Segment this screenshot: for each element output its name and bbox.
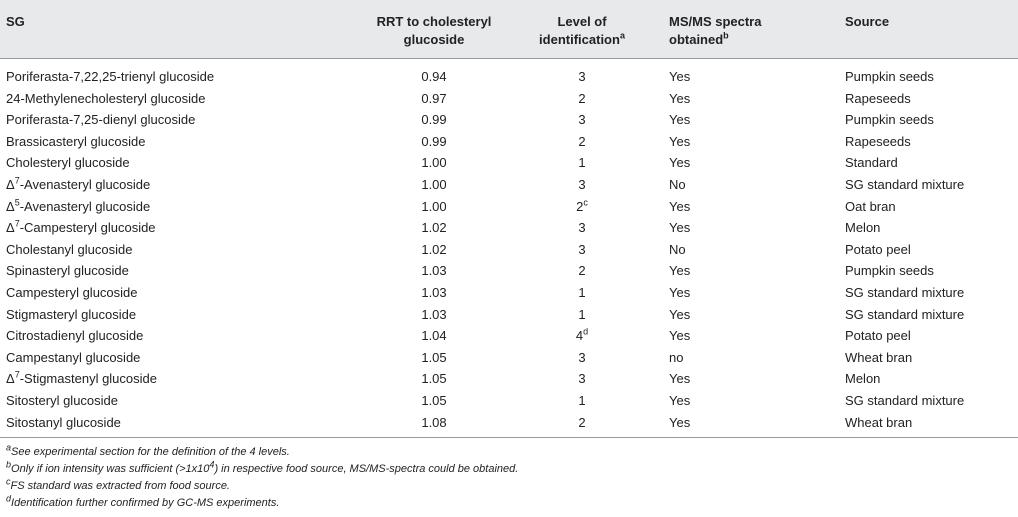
cell-level: [513, 196, 651, 218]
cell-level: [513, 325, 651, 347]
cell-sg-prefix: Δ: [6, 220, 15, 236]
cell-sg-prefix: Δ: [6, 198, 15, 214]
cell-level: [513, 347, 651, 369]
cell-source: Pumpkin seeds: [845, 112, 934, 128]
cell-sg-name: 24-Methylenecholesteryl glucoside: [6, 90, 206, 106]
cell-msms: Yes: [669, 284, 691, 300]
cell-level: [513, 152, 651, 174]
cell-msms: No: [669, 241, 686, 257]
cell-msms: Yes: [669, 263, 691, 279]
cell-source: SG standard mixture: [845, 176, 965, 192]
cell-rrt: 0.99: [421, 133, 447, 149]
header-msms-footnote-mark: b: [723, 30, 729, 41]
cell-level-value: 4: [575, 328, 584, 344]
header-level-footnote-mark: a: [619, 30, 625, 41]
header-level: [513, 13, 651, 49]
cell-level: [513, 368, 651, 390]
table-row: [0, 260, 1018, 282]
cell-msms: Yes: [669, 69, 691, 84]
cell-msms: Yes: [669, 392, 691, 408]
footnote-b: [6, 461, 1006, 478]
cell-source: Wheat bran: [845, 414, 913, 430]
cell-sg: [6, 109, 195, 131]
cell-sg: [6, 174, 150, 196]
cell-sg: [6, 325, 143, 347]
cell-sg-name: -Campesteryl glucoside: [19, 220, 156, 236]
header-msms-line2: [669, 31, 819, 49]
header-rrt-line1: RRT to cholesteryl: [376, 14, 492, 29]
cell-level-value: 2: [578, 133, 586, 149]
cell-sg-superscript: 5: [14, 197, 20, 208]
header-rrt: [374, 13, 494, 49]
cell-sg-name: Poriferasta-7,22,25-trienyl glucoside: [6, 69, 215, 84]
cell-level-value: 1: [578, 155, 586, 171]
cell-level: [513, 109, 651, 131]
cell-sg-prefix: Δ: [6, 371, 15, 387]
cell-msms: Yes: [669, 414, 691, 430]
cell-sg-name: Cholesteryl glucoside: [6, 155, 130, 171]
cell-source: Rapeseeds: [845, 133, 911, 149]
cell-source: Potato peel: [845, 241, 911, 257]
cell-source: Melon: [845, 220, 881, 236]
cell-msms: Yes: [669, 90, 691, 106]
cell-sg-name: Campestanyl glucoside: [6, 349, 141, 365]
cell-rrt: 1.05: [421, 392, 447, 408]
cell-rrt: 1.02: [421, 241, 447, 257]
footnote-d-text: Identification further confirmed by GC-MS experiments.: [11, 497, 280, 509]
cell-rrt: 1.05: [421, 371, 447, 387]
cell-source: Standard: [845, 155, 898, 171]
cell-level: [513, 239, 651, 261]
cell-level-value: 1: [578, 284, 586, 300]
cell-level-value: 3: [578, 241, 586, 257]
cell-source: SG standard mixture: [845, 306, 965, 322]
table-bottom-rule: [0, 437, 1018, 438]
cell-level: [513, 304, 651, 326]
footnote-a-text: See experimental section for the definition of the 4 levels.: [11, 446, 290, 458]
header-msms: [669, 13, 819, 49]
cell-sg-superscript: 7: [14, 218, 20, 229]
footnote-b-text-before: Only if ion intensity was sufficient (>1x10: [11, 463, 210, 475]
footnote-d-mark: d: [6, 493, 12, 504]
cell-sg-name: Brassicasteryl glucoside: [6, 133, 146, 149]
cell-source: Pumpkin seeds: [845, 263, 934, 279]
cell-sg: [6, 131, 145, 153]
cell-msms: no: [669, 349, 684, 365]
cell-rrt: 0.94: [421, 69, 447, 84]
cell-sg: [6, 282, 138, 304]
footnote-c: [6, 478, 1006, 495]
table-footnotes: [6, 444, 1006, 512]
table-row: [0, 239, 1018, 261]
footnote-a: [6, 444, 1006, 461]
cell-level: [513, 131, 651, 153]
table-row: [0, 390, 1018, 412]
cell-rrt: 0.97: [421, 90, 447, 106]
header-msms-text: obtained: [669, 32, 724, 47]
table-row: [0, 217, 1018, 239]
cell-sg-name: Citrostadienyl glucoside: [6, 328, 144, 344]
table-row: [0, 174, 1018, 196]
cell-level: [513, 260, 651, 282]
cell-rrt: 1.08: [421, 414, 447, 430]
cell-source: Oat bran: [845, 198, 896, 214]
cell-sg: [6, 347, 140, 369]
cell-level-value: 1: [578, 392, 586, 408]
cell-level-value: 1: [578, 306, 586, 322]
table-row: [0, 325, 1018, 347]
cell-sg-name: Poriferasta-7,25-dienyl glucoside: [6, 112, 196, 128]
cell-sg-prefix: Δ: [6, 176, 15, 192]
cell-level-value: 3: [578, 220, 586, 236]
cell-level: [513, 217, 651, 239]
header-msms-line1: MS/MS spectra: [669, 14, 762, 29]
header-level-text: identification: [539, 32, 620, 47]
cell-source: Melon: [845, 371, 881, 387]
cell-sg: [6, 88, 205, 110]
footnote-b-text-after: ) in respective food source, MS/MS-spectra could be obtained.: [214, 463, 519, 475]
cell-rrt: 1.04: [421, 328, 447, 344]
cell-sg-name: Stigmasteryl glucoside: [6, 306, 137, 322]
cell-msms: No: [669, 176, 686, 192]
footnote-c-text: FS standard was extracted from food source.: [10, 480, 230, 492]
cell-sg: [6, 368, 157, 390]
cell-level: [513, 282, 651, 304]
cell-sg-superscript: 7: [14, 369, 20, 380]
cell-sg-name: Sitostanyl glucoside: [6, 414, 121, 430]
cell-sg: [6, 152, 130, 174]
cell-msms: Yes: [669, 198, 691, 214]
footnote-b-exponent: 4: [209, 459, 215, 470]
cell-sg-name: Spinasteryl glucoside: [6, 263, 129, 279]
header-sg: [6, 13, 25, 31]
cell-level-value: 2: [576, 198, 584, 214]
cell-rrt: 1.03: [421, 306, 447, 322]
table-body: [0, 66, 1018, 433]
cell-sg-name: Campesteryl glucoside: [6, 284, 138, 300]
cell-msms: Yes: [669, 220, 691, 236]
cell-level: [513, 88, 651, 110]
table-header: [0, 0, 1018, 59]
table-row: [0, 152, 1018, 174]
table-row: [0, 282, 1018, 304]
cell-level: [513, 412, 651, 434]
cell-sg: [6, 412, 121, 434]
table-row: [0, 368, 1018, 390]
cell-level-footnote-mark: c: [583, 197, 588, 208]
footnote-d: [6, 495, 1006, 512]
cell-level: [513, 174, 651, 196]
cell-sg-name: Cholestanyl glucoside: [6, 241, 133, 257]
cell-sg-name: Sitosteryl glucoside: [6, 392, 118, 408]
cell-sg-name: -Avenasteryl glucoside: [19, 198, 151, 214]
cell-sg: [6, 196, 150, 218]
cell-msms: Yes: [669, 133, 691, 149]
cell-level-value: 2: [578, 263, 586, 279]
table-row: [0, 88, 1018, 110]
cell-sg: [6, 390, 118, 412]
cell-msms: Yes: [669, 155, 691, 171]
header-sg-label: SG: [6, 14, 25, 29]
cell-level-value: 3: [578, 349, 586, 365]
cell-msms: Yes: [669, 328, 691, 344]
cell-level-value: 2: [578, 90, 586, 106]
table-row: [0, 131, 1018, 153]
cell-source: Pumpkin seeds: [845, 69, 934, 84]
table-row: [0, 304, 1018, 326]
header-source: [845, 13, 889, 31]
cell-msms: Yes: [669, 371, 691, 387]
cell-rrt: 1.00: [421, 155, 447, 171]
cell-rrt: 1.03: [421, 284, 447, 300]
header-rrt-line2: glucoside: [403, 32, 465, 47]
cell-level-value: 3: [578, 176, 586, 192]
cell-sg-name: -Avenasteryl glucoside: [19, 176, 151, 192]
cell-sg: [6, 304, 136, 326]
cell-source: Wheat bran: [845, 349, 913, 365]
header-level-line1: Level of: [557, 14, 607, 29]
cell-rrt: 1.05: [421, 349, 447, 365]
header-source-label: Source: [845, 14, 890, 29]
cell-sg-name: -Stigmastenyl glucoside: [19, 371, 157, 387]
cell-level-footnote-mark: d: [583, 326, 589, 337]
cell-level-value: 3: [578, 371, 586, 387]
cell-sg-superscript: 7: [14, 175, 20, 186]
cell-rrt: 1.03: [421, 263, 447, 279]
cell-rrt: 0.99: [421, 112, 447, 128]
footnote-a-mark: a: [6, 442, 12, 453]
table-row: [0, 66, 1018, 88]
cell-source: SG standard mixture: [845, 284, 965, 300]
cell-rrt: 1.00: [421, 176, 447, 192]
cell-source: Potato peel: [845, 328, 911, 344]
footnote-c-mark: c: [6, 476, 11, 487]
footnote-b-mark: b: [6, 459, 12, 470]
cell-level-value: 3: [578, 112, 586, 128]
table-row: [0, 196, 1018, 218]
cell-sg: [6, 217, 156, 239]
cell-level-value: 3: [578, 69, 586, 84]
cell-sg: [6, 239, 132, 261]
table-row: [0, 109, 1018, 131]
cell-rrt: 1.00: [421, 198, 447, 214]
cell-sg: [6, 260, 129, 282]
header-level-line2: [513, 31, 651, 49]
cell-msms: Yes: [669, 112, 691, 128]
cell-rrt: 1.02: [421, 220, 447, 236]
cell-level-value: 2: [578, 414, 586, 430]
cell-source: SG standard mixture: [845, 392, 965, 408]
cell-sg: [6, 66, 214, 88]
cell-level: [513, 390, 651, 412]
cell-source: Rapeseeds: [845, 90, 911, 106]
cell-level: [513, 66, 651, 88]
cell-msms: Yes: [669, 306, 691, 322]
table-row: [0, 412, 1018, 434]
table-row: [0, 347, 1018, 369]
